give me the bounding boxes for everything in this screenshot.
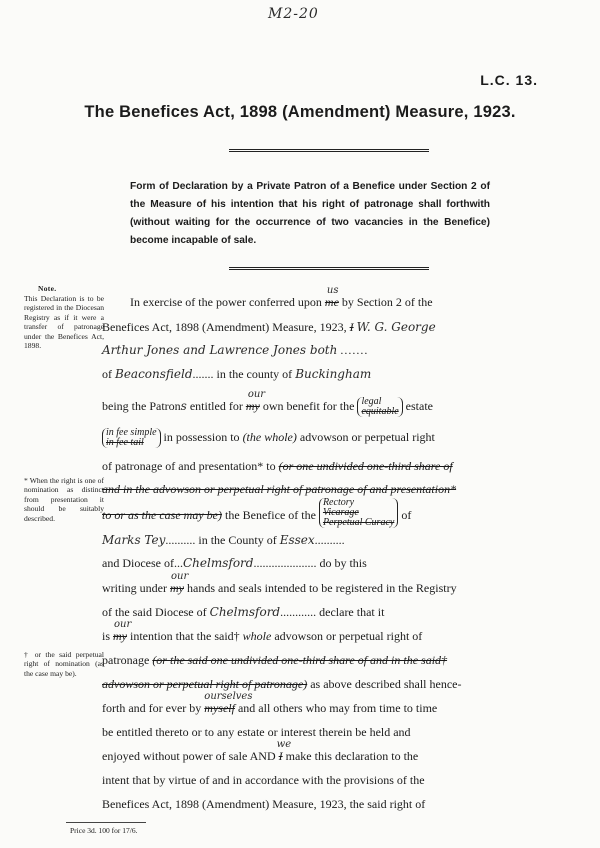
declaration-line: of Beaconsfield....... in the county of Buckingham <box>102 367 372 381</box>
margin-note-nomination: * When the right is one of nomination as distinct from presentation it should be suitably described. <box>24 476 104 523</box>
divider-top <box>229 149 429 152</box>
declaration-line: in fee simple in fee tail in possession to (the whole) advowson or perpetual right <box>102 428 492 448</box>
struck-text: (or one undivided one-third share of <box>278 459 453 473</box>
reference-code: M2-20 <box>268 6 319 22</box>
declaration-line: is our my intention that the said† whole advowson or perpetual right of <box>102 619 423 643</box>
note-label: Note. <box>38 284 57 293</box>
declaration-line: and Diocese of...Chelmsford..................... do by this <box>102 556 367 570</box>
handwritten-insertion: our <box>114 619 132 630</box>
declaration-line: In exercise of the power conferred upon us me by Section 2 of the <box>130 285 433 309</box>
handwritten-diocese: Chelmsford <box>182 556 254 570</box>
handwritten-place: Beaconsfield <box>115 367 193 381</box>
footer-divider <box>66 822 146 823</box>
declaration-line: intent that by virtue of and in accordance with the provisions of the <box>102 773 425 787</box>
handwritten-patron-name: W. G. George <box>356 320 436 334</box>
margin-note-perpetual-right: † or the said perpetual right of nomination (as the case may be). <box>24 650 104 678</box>
declaration-line: writing under our my hands and seals intended to be registered in the Registry <box>102 571 457 595</box>
benefice-type-brace: Rectory Vicarage Perpetual Curacy <box>319 498 398 528</box>
declaration-line: of patronage of and presentation* to (or one undivided one-third share of <box>102 459 453 473</box>
declaration-line: Benefices Act, 1898 (Amendment) Measure, 1923, the said right of <box>102 797 426 811</box>
estate-brace: legal equitable <box>357 397 402 417</box>
page-title: The Benefices Act, 1898 (Amendment) Measure, 1923. <box>84 103 516 121</box>
declaration-line: to or as the case may be) the Benefice of the Rectory Vicarage Perpetual Curacy of <box>102 497 412 528</box>
handwritten-diocese: Chelmsford <box>209 605 281 619</box>
struck-text: to or as the case may be) <box>102 507 222 522</box>
handwritten-patron-names: Arthur Jones and Lawrence Jones both <box>102 343 338 357</box>
handwritten-county: Buckingham <box>295 367 372 381</box>
price-footer: Price 3d. 100 for 17/6. <box>70 826 138 835</box>
margin-note-registration: This Declaration is to be registered in the Diocesan Registry as if it were a transfer of patronage under the Benefices Act, 1898. <box>24 294 104 351</box>
handwritten-benefice: Marks Tey <box>102 533 166 547</box>
handwritten-insertion: we <box>276 739 292 750</box>
declaration-line: enjoyed without power of sale AND we I make this declaration to the <box>102 739 419 763</box>
declaration-line: Arthur Jones and Lawrence Jones both ....... <box>102 343 369 357</box>
handwritten-insertion: us <box>326 285 339 296</box>
divider-bottom <box>229 267 429 270</box>
declaration-line: Benefices Act, 1898 (Amendment) Measure, 1923, I W. G. George <box>102 320 436 334</box>
form-heading: Form of Declaration by a Private Patron of a Benefice under Section 2 of the Measure of his intention that his right of patronage shall forthwith (without waiting for the occurrence of two vacancies in the Benefice) become incapable of sale. <box>130 181 490 246</box>
declaration-line: of the said Diocese of Chelmsford............ declare that it <box>102 605 385 619</box>
declaration-line: patronage (or the said one undivided one-third share of and in the said† <box>102 653 448 667</box>
handwritten-insertion: our <box>247 388 266 400</box>
declaration-line <box>102 481 492 497</box>
tenure-brace: in fee simple in fee tail <box>102 428 161 448</box>
struck-text: me <box>324 295 339 309</box>
struck-text: and in the advowson or perpetual right of patronage of and presentation* <box>102 482 457 496</box>
struck-text: advowson or perpetual right of patronage) <box>102 677 308 691</box>
handwritten-insertion: our <box>171 571 189 582</box>
struck-text: (or the said one undivided one-third share of and in the said† <box>152 653 448 667</box>
declaration-line: advowson or perpetual right of patronage) as above described shall hence- <box>102 677 462 691</box>
declaration-line: being the Patrons entitled for our my own benefit for the legal equitable estate <box>102 388 433 417</box>
declaration-line: forth and for ever by ourselves myself and all others who may from time to time <box>102 691 438 715</box>
handwritten-county: Essex <box>279 533 315 547</box>
form-code: L.C. 13. <box>480 72 538 88</box>
declaration-line: Marks Tey.......... in the County of Essex.......... <box>102 533 345 547</box>
handwritten-insertion: ourselves <box>204 691 253 702</box>
declaration-line: be entitled thereto or to any estate or interest therein be held and <box>102 725 411 739</box>
